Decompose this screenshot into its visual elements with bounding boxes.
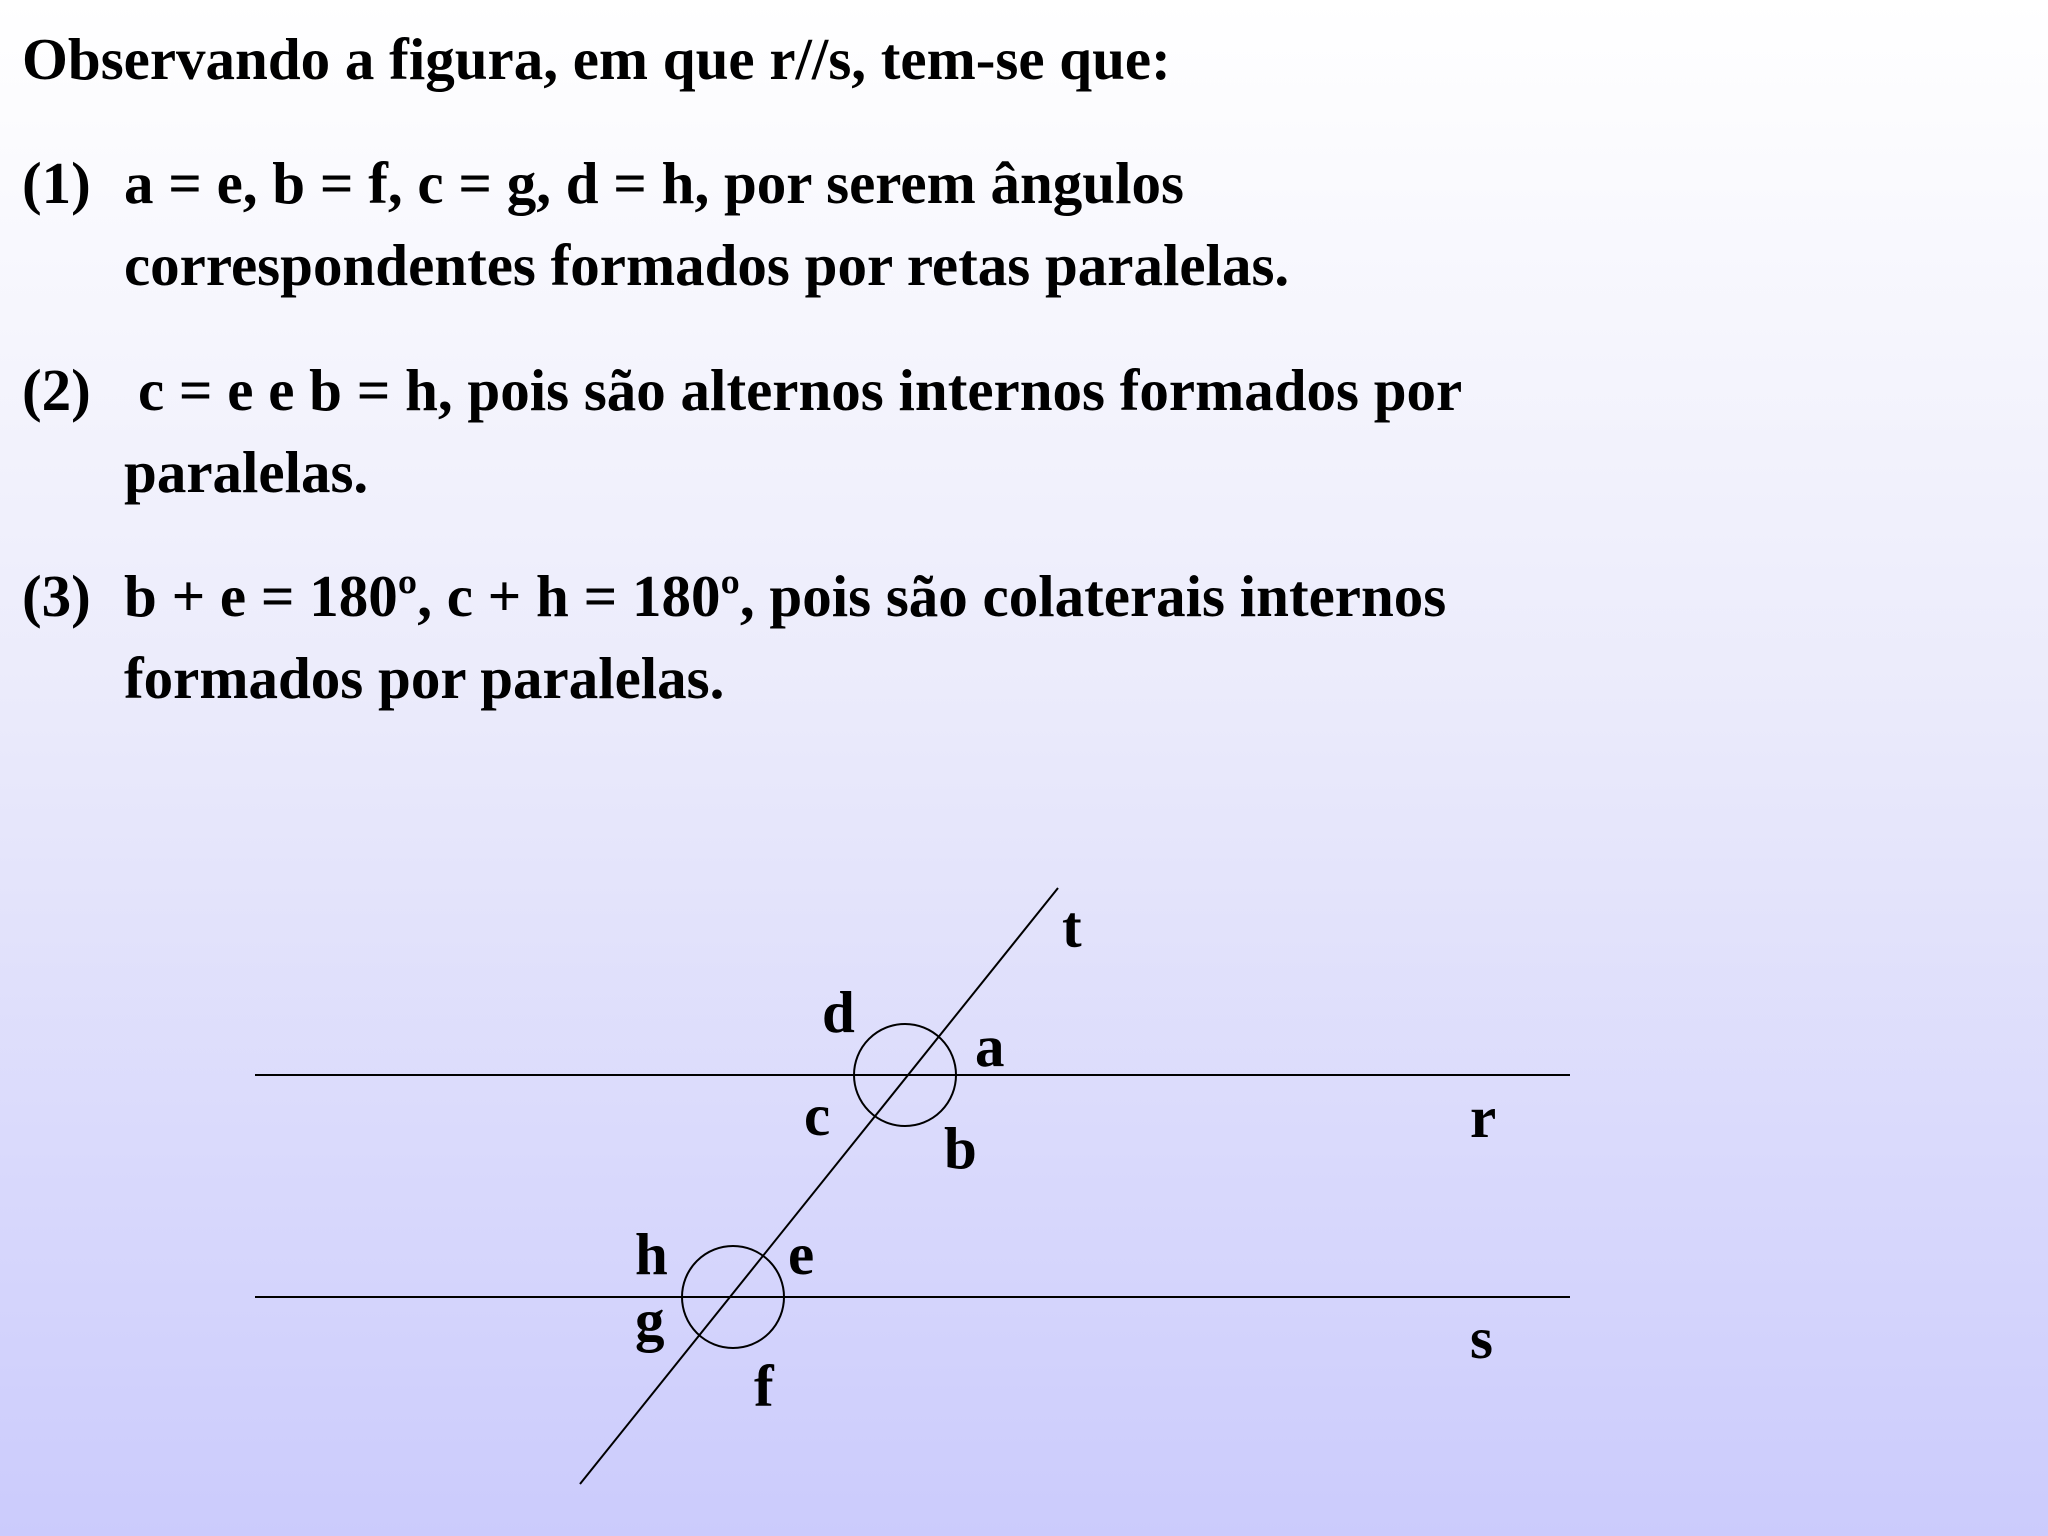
slide-heading: Observando a figura, em que r//s, tem-se que: <box>22 26 1171 92</box>
item-1-line-1: a = e, b = f, c = g, d = h, por serem ângulos <box>124 150 1184 216</box>
label-angle-d: d <box>822 979 855 1045</box>
label-angle-f: f <box>754 1353 774 1419</box>
label-angle-e: e <box>788 1221 815 1287</box>
label-s: s <box>1470 1305 1493 1371</box>
item-2-line-1: c = e e b = h, pois são alternos internos formados por <box>138 357 1463 423</box>
label-angle-b: b <box>944 1115 977 1181</box>
item-3-line-1: b + e = 180º, c + h = 180º, pois são colaterais internos <box>124 563 1447 629</box>
label-angle-g: g <box>635 1287 665 1353</box>
item-2-number: (2) <box>22 357 91 423</box>
item-2-line-2: paralelas. <box>124 439 369 505</box>
item-1-number: (1) <box>22 150 91 216</box>
label-angle-a: a <box>975 1013 1005 1079</box>
item-1-line-2: correspondentes formados por retas paralelas. <box>124 232 1290 298</box>
item-3-number: (3) <box>22 563 91 629</box>
label-angle-h: h <box>635 1221 668 1287</box>
transversal-t <box>580 888 1058 1484</box>
item-3-line-2: formados por paralelas. <box>124 645 725 711</box>
label-angle-c: c <box>804 1082 831 1148</box>
label-t: t <box>1062 894 1082 960</box>
label-r: r <box>1470 1084 1497 1150</box>
